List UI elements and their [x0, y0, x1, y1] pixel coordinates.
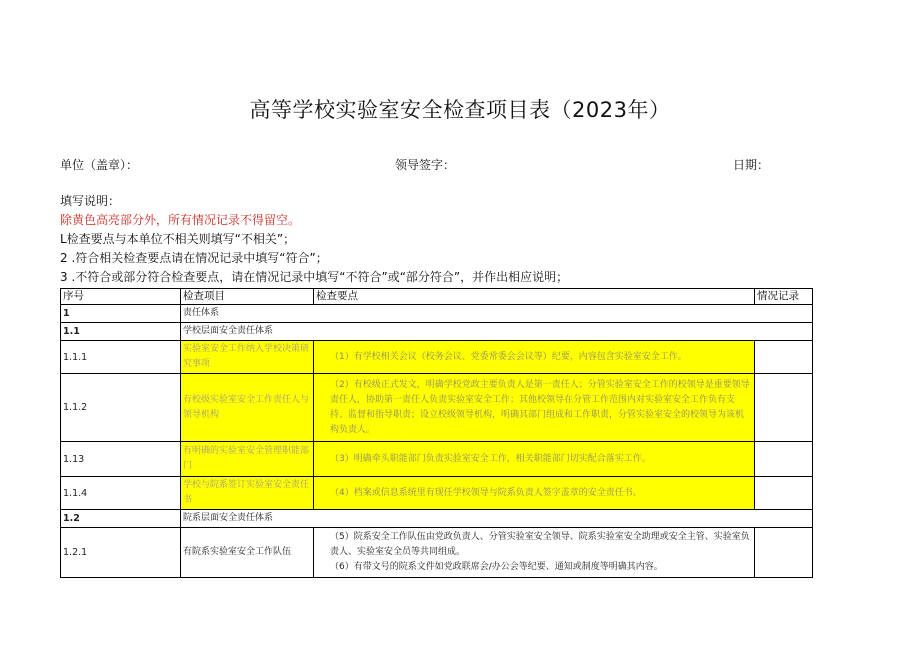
- record-cell[interactable]: [755, 341, 813, 374]
- table-row: [61, 477, 813, 510]
- check-requirement: [314, 528, 755, 578]
- record-cell[interactable]: [755, 374, 813, 442]
- record-cell[interactable]: [755, 442, 813, 477]
- instructions: [60, 192, 568, 287]
- check-requirement: （4）档案或信息系统里有现任学校领导与院系负责人签字盖章的安全责任书。: [314, 477, 755, 510]
- page-title: 高等学校实验室安全检查项目表（2023年）: [249, 98, 671, 122]
- check-item: 有院系实验室安全工作队伍: [181, 528, 314, 578]
- header-no: 序号: [61, 289, 181, 305]
- row-no: 1.13: [61, 442, 181, 477]
- subsection-title: 学校层面安全责任体系: [181, 323, 813, 341]
- record-cell[interactable]: [755, 477, 813, 510]
- subsection-title: 院系层面安全责任体系: [181, 510, 813, 528]
- record-cell[interactable]: [755, 528, 813, 578]
- row-no: 1: [61, 305, 181, 323]
- date-label: 日期：: [733, 158, 770, 172]
- inspection-table: [60, 288, 813, 578]
- row-no: 1.1.1: [61, 341, 181, 374]
- header-item: 检查项目: [181, 289, 314, 305]
- check-item: 有明确的实验室安全管理职能部门: [181, 442, 314, 477]
- table-row-subsection: [61, 323, 813, 341]
- header-record: 情况记录: [755, 289, 813, 305]
- leader-signature-label: 领导签字：: [395, 158, 456, 172]
- table-row: [61, 528, 813, 578]
- check-requirement: （1）有学校相关会议（校务会议、党委常委会会议等）纪要，内容包含实验室安全工作。: [314, 341, 755, 374]
- table-header-row: [61, 289, 813, 305]
- table-row-subsection: [61, 510, 813, 528]
- row-no: 1.1: [61, 323, 181, 341]
- unit-stamp-label: 单位（盖章）：: [60, 158, 139, 172]
- requirement-line: （6）有带文号的院系文件如党政联席会/办公会等纪要、通知或制度等明确其内容。: [330, 562, 663, 572]
- table-row: [61, 442, 813, 477]
- instruction-item: 2 .符合相关检查要点请在情况记录中填写“符合”；: [60, 251, 328, 265]
- section-title: 责任体系: [181, 305, 813, 323]
- check-item: 学校与院系签订实验室安全责任书: [181, 477, 314, 510]
- instruction-item: L检查要点与本单位不相关则填写“不相关”；: [60, 232, 296, 246]
- table-row-section: [61, 305, 813, 323]
- table-row: [61, 374, 813, 442]
- row-no: 1.1.2: [61, 374, 181, 442]
- row-no: 1.1.4: [61, 477, 181, 510]
- check-requirement: （2）有校级正式发文，明确学校党政主要负责人是第一责任人；分管实验室安全工作的校领导是重要领导责任人，协助第一责任人负责实验室安全工作；其他校领导在分管工作范围内对实验室安全工作负有支持、监督和指导职责；设立校级领导机构，明确其部门组成和工作职责，分管实验室安全的校领导为该机构负责人。: [314, 374, 755, 442]
- instructions-heading: 填写说明：: [60, 194, 121, 208]
- requirement-line: （5）院系安全工作队伍由党政负责人、分管实验室安全领导、院系实验室安全助理或安全主管、实验室负责人、实验室安全员等共同组成。: [330, 532, 750, 557]
- highlight-note: 除黄色高亮部分外，所有情况记录不得留空。: [60, 213, 301, 227]
- row-no: 1.2: [61, 510, 181, 528]
- row-no: 1.2.1: [61, 528, 181, 578]
- table-row: [61, 341, 813, 374]
- check-requirement: （3）明确牵头职能部门负责实验室安全工作，相关职能部门切实配合落实工作。: [314, 442, 755, 477]
- header-requirement: 检查要点: [314, 289, 755, 305]
- check-item: 有校级实验室安全工作责任人与领导机构: [181, 374, 314, 442]
- instruction-item: 3 .不符合或部分符合检查要点，请在情况记录中填写“不符合”或“部分符合”，并作出相应说明；: [60, 270, 569, 284]
- check-item: 实验室安全工作纳入学校决策研究事项: [181, 341, 314, 374]
